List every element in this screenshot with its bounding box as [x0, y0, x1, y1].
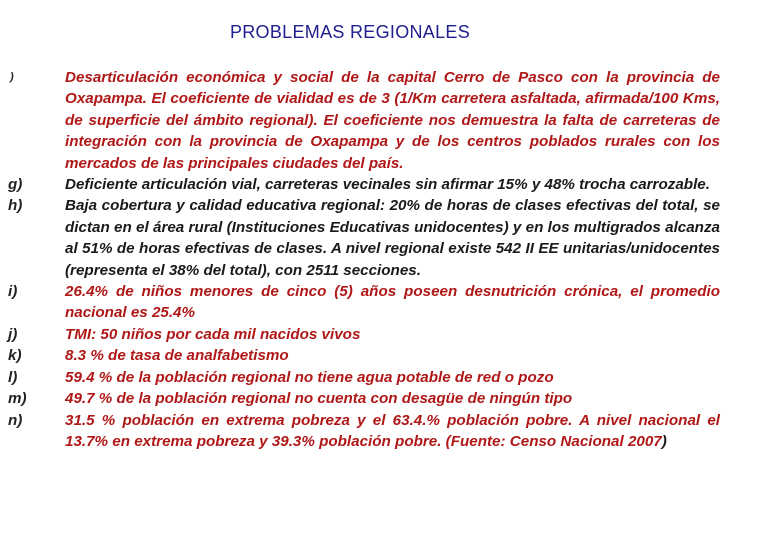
list-item — [8, 324, 720, 345]
list-item — [8, 345, 720, 366]
list-item — [8, 195, 720, 281]
list-item-text: 8.3 % de tasa de analfabetismo — [65, 347, 289, 365]
list-item — [8, 410, 720, 453]
list-marker: n) — [8, 411, 23, 429]
page-title: PROBLEMAS REGIONALES — [229, 22, 471, 42]
list-item-text: 26.4% de niños menores de cinco (5) años poseen desnutrición crónica, el promedio nacional es 25.4% — [65, 283, 720, 322]
list-marker: l) — [8, 368, 18, 386]
list-item-text: Deficiente articulación vial, carreteras vecinales sin afirmar 15% y 48% trocha carrozable. — [65, 176, 710, 194]
list-item-text: 59.4 % de la población regional no tiene agua potable de red o pozo — [65, 368, 554, 386]
list-marker: i) — [8, 283, 18, 301]
problem-list — [8, 67, 720, 452]
list-marker: m) — [8, 390, 27, 408]
list-item-text: 49.7 % de la población regional no cuenta con desagüe de ningún tipo — [65, 390, 573, 408]
list-item — [8, 281, 720, 324]
list-item — [8, 174, 720, 195]
list-marker: j) — [8, 325, 18, 343]
list-item-text: Desarticulación económica y social de la capital Cerro de Pasco con la provincia de Oxapampa. El coeficiente de vialidad es de 3 (1/Km carretera asfaltada, afirmada/100 Kms, de superficie del ámbito regional). El coeficiente nos demuestra la falta de carreteras de integración con la provincia de Oxapampa y de los centros poblados rurales con los mercados de las principales ciudades del país. — [65, 69, 720, 172]
list-item-text: TMI: 50 niños por cada mil nacidos vivos — [65, 325, 361, 343]
list-marker: k) — [8, 347, 22, 365]
list-marker: h) — [8, 197, 23, 215]
list-marker: g) — [8, 176, 23, 194]
list-item-text: 31.5 % población en extrema pobreza y el 63.4.% población pobre. A nivel nacional el 13.7% en extrema pobreza y 39.3% población pobre. (Fuente: Censo Nacional 2007 — [65, 411, 720, 450]
closing-paren: ) — [661, 432, 667, 450]
list-item — [8, 67, 720, 174]
list-item — [8, 367, 720, 388]
list-item-text: Baja cobertura y calidad educativa regional: 20% de horas de clases efectivas del total, se dictan en el área rural (Instituciones Educativas unidocentes) y en los multigrados alcanza al 51% de horas efectivas de clases. A nivel regional existe 542 II EE unitarias/unidocentes (representa el 38% del total), con 2511 secciones. — [65, 197, 720, 279]
list-marker: ) — [10, 71, 14, 83]
list-item — [8, 388, 720, 409]
